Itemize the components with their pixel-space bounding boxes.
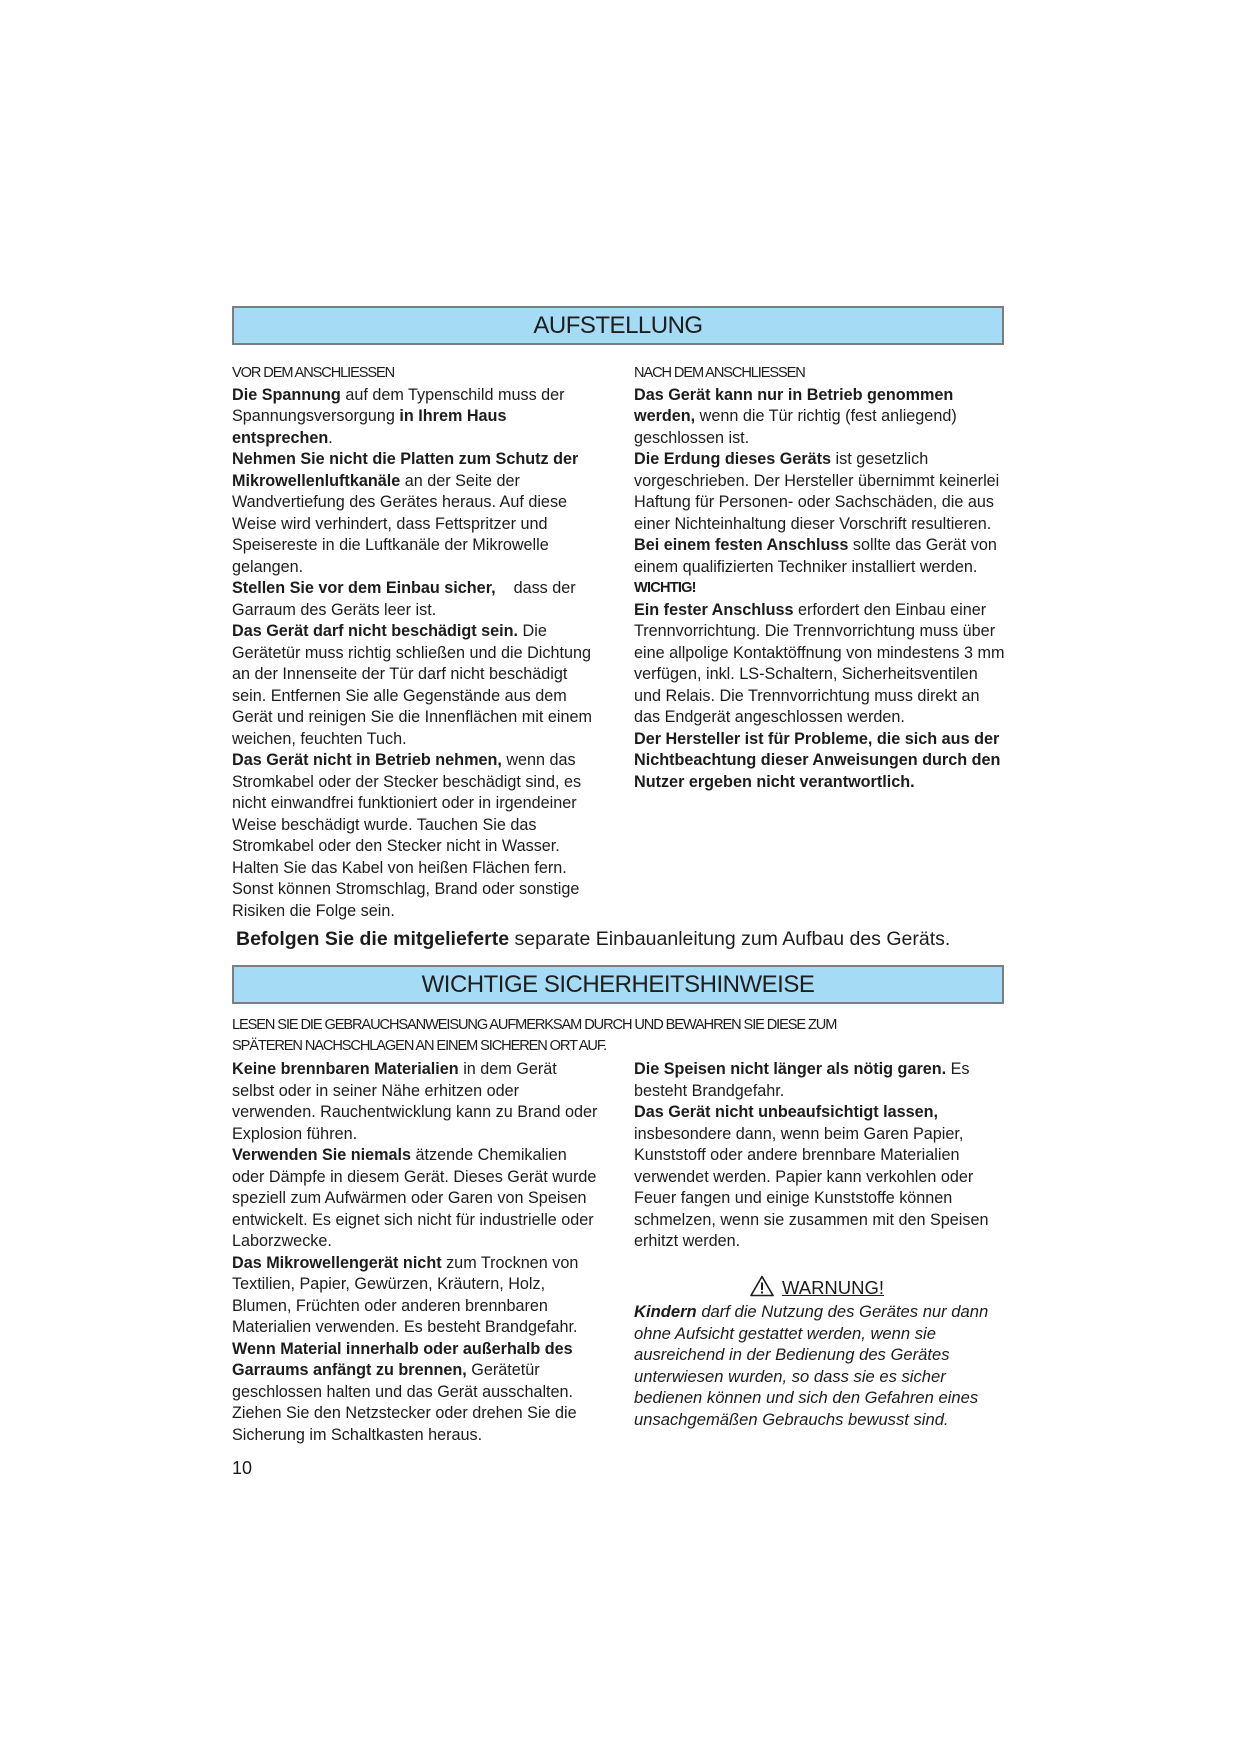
paragraph-nicht-betrieb: Das Gerät nicht in Betrieb nehmen, wenn das Stromkabel oder der Stecker beschädigt sind, es nicht einwandfrei funktioniert oder in irgendeiner Weise beschädigt wurde. Tauchen Sie das Stromkabel oder den Stecker nicht in Wasser. Halten Sie das Kabel von heißen Flächen fern. Sonst können Stromschlag, Brand oder sonstige Risiken die Folge sein. xyxy=(232,751,582,920)
paragraph-spannung: Die Spannung auf dem Typenschild muss der Spannungsversorgung in Ihrem Haus entsprechen. xyxy=(232,385,565,447)
paragraph-betrieb-genommen: Das Gerät kann nur in Betrieb genommen werden, wenn die Tür richtig (fest anliegend) geschlossen ist. xyxy=(634,385,957,447)
paragraph-erdung: Die Erdung dieses Geräts ist gesetzlich vorgeschrieben. Der Hersteller übernimmt keinerlei Haftung für Personen- oder Sachschäden, die aus einer Nichteinhaltung dieser Vorschrift resultieren. xyxy=(634,450,1000,533)
paragraph-platten: Nehmen Sie nicht die Platten zum Schutz der Mikrowellenluftkanäle an der Seite der Wandvertiefung des Gerätes heraus. Auf diese Weise wird verhindert, dass Fettspritzer und Speisereste in die Luftkanäle der Mikrowelle gelangen. xyxy=(232,450,579,576)
warning-text: Kindern darf die Nutzung des Gerätes nur dann ohne Aufsicht gestattet werden, wenn sie ausreichend in der Bedienung des Gerätes unterwiesen wurden, so dass sie es sicher bedienen können und sich den Gefahren eines unsachgemäßen Gebrauchs bewusst sind. xyxy=(634,1302,989,1429)
label-wichtig: WICHTIG! xyxy=(634,580,696,596)
paragraph-brennen: Wenn Material innerhalb oder außerhalb des Garraums anfängt zu brennen, Gerätetür geschlossen halten und das Gerät ausschalten. Ziehen Sie den Netzstecker oder drehen Sie die Sicherung im Schaltkasten heraus. xyxy=(232,1339,577,1444)
column-nach-dem-anschliessen xyxy=(634,363,1006,793)
paragraph-fester-anschluss-techniker: Bei einem festen Anschluss sollte das Gerät von einem qualifizierten Techniker installiert werden. xyxy=(634,536,997,576)
section-banner-sicherheitshinweise xyxy=(232,965,1004,1004)
paragraph-hersteller-haftung: Der Hersteller ist für Probleme, die sich aus der Nichtbeachtung dieser Anweisungen durch den Nutzer ergeben nicht verantwortlich. xyxy=(634,729,1001,791)
warning-triangle-icon xyxy=(750,1275,774,1297)
paragraph-trocknen: Das Mikrowellengerät nicht zum Trocknen von Textilien, Papier, Gewürzen, Kräutern, Holz, Blumen, Früchten oder anderen brennbaren Materialien verwenden. Es besteht Brandgefahr. xyxy=(232,1253,579,1336)
section-banner-aufstellung xyxy=(232,306,1004,345)
subheading-vor-dem-anschliessen: VOR DEM ANSCHLIESSEN xyxy=(232,365,395,381)
warning-heading xyxy=(632,1275,1002,1300)
column-safety-left xyxy=(232,1059,602,1446)
safety-intro-line-2: SPÄTEREN NACHSCHLAGEN AN EINEM SICHEREN ORT AUF. xyxy=(232,1038,607,1054)
paragraph-trennvorrichtung: Ein fester Anschluss erfordert den Einbau einer Trennvorrichtung. Die Trennvorrichtung muss über eine allpolige Kontaktöffnung von mindestens 3 mm verfügen, inkl. LS-Schaltern, Sicherheitsventilen und Relais. Die Trennvorrichtung muss direkt an das Endgerät angeschlossen werden. xyxy=(634,600,1005,726)
column-vor-dem-anschliessen xyxy=(232,363,602,922)
page-number: 10 xyxy=(232,1458,253,1478)
paragraph-unbeaufsichtigt: Das Gerät nicht unbeaufsichtigt lassen, insbesondere dann, wenn beim Garen Papier, Kunststoff oder andere brennbare Materialien verwendet werden. Papier kann verkohlen oder Feuer fangen und einige Kunststoffe können schmelzen, wenn sie zusammen mit den Speisen erhitzt werden. xyxy=(634,1103,989,1250)
paragraph-beschaedigt: Das Gerät darf nicht beschädigt sein. Die Gerätetür muss richtig schließen und die Dichtung an der Innenseite der Tür darf nicht beschädigt sein. Entfernen Sie alle Gegenstände aus dem Gerät und reinigen Sie die Innenflächen mit einem weichen, feuchten Tuch. xyxy=(232,622,592,748)
column-safety-right xyxy=(634,1059,1006,1253)
paragraph-einbau: Stellen Sie vor dem Einbau sicher, dass der Garraum des Geräts leer ist. xyxy=(232,579,581,619)
paragraph-garen: Die Speisen nicht länger als nötig garen. Es besteht Brandgefahr. xyxy=(634,1060,970,1100)
paragraph-brennbare-materialien: Keine brennbaren Materialien in dem Gerät selbst oder in seiner Nähe erhitzen oder verwenden. Rauchentwicklung kann zu Brand oder Explosion führen. xyxy=(232,1060,598,1143)
section-title-aufstellung: AUFSTELLUNG xyxy=(533,312,703,339)
subheading-nach-dem-anschliessen: NACH DEM ANSCHLIESSEN xyxy=(634,365,805,381)
safety-intro-line-1: LESEN SIE DIE GEBRAUCHSANWEISUNG AUFMERKSAM DURCH UND BEWAHREN SIE DIESE ZUM xyxy=(232,1017,837,1033)
installation-note: Befolgen Sie die mitgelieferte separate Einbauanleitung zum Aufbau des Geräts. xyxy=(236,928,951,950)
paragraph-chemikalien: Verwenden Sie niemals ätzende Chemikalien oder Dämpfe in diesem Gerät. Dieses Gerät wurde speziell zum Aufwärmen oder Garen von Speisen entwickelt. Es eignet sich nicht für industrielle oder Laborzwecke. xyxy=(232,1146,597,1250)
safety-intro xyxy=(232,1015,992,1057)
section-title-sicherheitshinweise: WICHTIGE SICHERHEITSHINWEISE xyxy=(421,971,815,998)
warning-title: WARNUNG! xyxy=(781,1277,885,1298)
